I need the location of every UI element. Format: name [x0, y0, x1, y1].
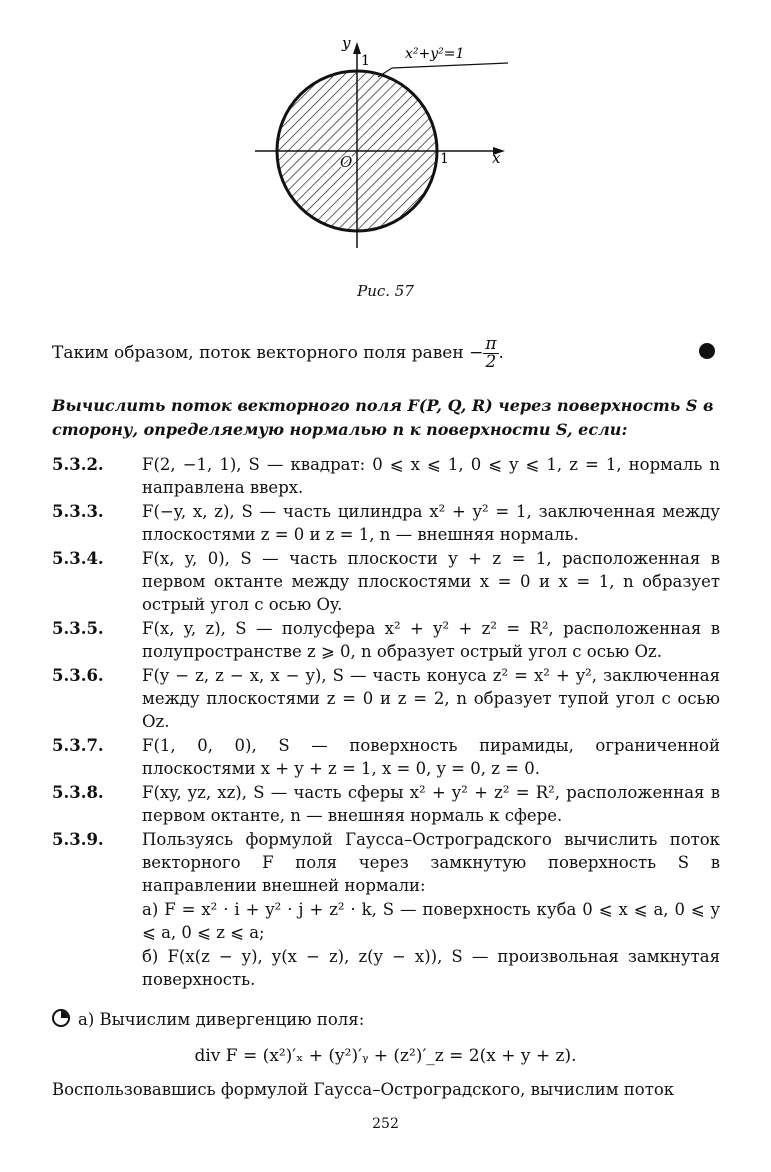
- problem-item: 5.3.5. F(x, y, z), S — полусфера x² + y² + z² = R², расположенная в полупространстве z ⩾ 0, n образует острый угол с осью Oz.: [52, 618, 720, 662]
- circle-equation: x²+y²=1: [405, 46, 465, 62]
- y-axis-arrow: [353, 42, 361, 54]
- circle-diagram: [250, 30, 520, 258]
- closing-line: Воспользовавшись формулой Гаусса–Остроградского, вычислим поток: [52, 1080, 675, 1099]
- divergence-formula: div F = (x²)′ₓ + (y²)′ᵧ + (z²)′_z = 2(x + y + z).: [194, 1046, 577, 1066]
- solution-intro: а) Вычислим дивергенцию поля:: [52, 1008, 720, 1032]
- page-number: 252: [372, 1116, 399, 1132]
- problem-item: 5.3.3. F(−y, x, z), S — часть цилиндра x² + y² = 1, заключенная между плоскостями z = 0 и z = 1, n — внешняя нормаль.: [52, 501, 720, 545]
- pi-over-two: $\frac{\pi}{2}$: [485, 334, 497, 372]
- solution-start-icon: [52, 1009, 70, 1027]
- problem-9-part-b: б) F(x(z − y), y(x − z), z(y − x)), S — произвольная замкнутая поверхность.: [142, 946, 720, 989]
- problem-item: 5.3.4. F(x, y, 0), S — часть плоскости y + z = 1, расположенная в первом октанте между плоскостями x = 0 и x = 1, n образует острый угол с осью Oy.: [52, 548, 720, 615]
- x-axis-label: x: [492, 149, 501, 167]
- result-text: Таким образом, поток векторного поля равен −: [52, 343, 484, 363]
- figure-caption: Рис. 57: [357, 282, 414, 300]
- problem-item: 5.3.2. F(2, −1, 1), S — квадрат: 0 ⩽ x ⩽ 1, 0 ⩽ y ⩽ 1, z = 1, нормаль n направлена вверх.: [52, 455, 720, 498]
- problem-9-text: Пользуясь формулой Гаусса–Остроградского вычислить поток векторного F поля через замкнутую поверхность S в направлении внешней нормали:: [142, 829, 720, 896]
- y-axis-label: y: [342, 34, 351, 52]
- problem-item: 5.3.6. F(y − z, z − x, x − y), S — часть конуса z² = x² + y², заключенная между плоскостями z = 0 и z = 2, n образует тупой угол с осью Oz.: [52, 665, 720, 732]
- problem-list: [52, 453, 720, 991]
- task-statement: Вычислить поток векторного поля F(P, Q, R) через поверхность S в сторону, определяемую нормалью n к поверхности S, если:: [52, 396, 714, 439]
- result-paragraph: Таким образом, поток векторного поля равен − $\frac{\pi}{2}$ .: [52, 334, 504, 372]
- problem-item: 5.3.7. F(1, 0, 0), S — поверхность пирамиды, ограниченной плоскостями x + y + z = 1, x = 0, y = 0, z = 0.: [52, 735, 720, 779]
- y-tick-label: 1: [361, 53, 370, 69]
- problem-9-part-a: а) F = x² · i + y² · j + z² · k, S — поверхность куба 0 ⩽ x ⩽ a, 0 ⩽ y ⩽ a, 0 ⩽ z ⩽ a;: [142, 899, 720, 943]
- x-tick-label: 1: [440, 151, 449, 167]
- problem-item-9: 5.3.9. Пользуясь формулой Гаусса–Остроградского вычислить поток векторного F поля через замкнутую поверхность S в направлении внешней нормали: а) F = x² · i + y² · j + z² · k, S — поверхность куба 0 ⩽ x ⩽ a, 0 ⩽ y ⩽ a, 0 ⩽ z ⩽ a; б) F(x(z − y), y(x − z), z(y − x)), S — произвольная замкнутая поверхность.: [52, 828, 720, 992]
- origin-label: O: [340, 153, 353, 171]
- figure-57: [250, 30, 520, 258]
- end-of-solution-icon: [699, 343, 715, 359]
- leader-line: [392, 63, 508, 68]
- problem-item: 5.3.8. F(xy, yz, xz), S — часть сферы x² + y² + z² = R², расположенная в первом октанте, n — внешняя нормаль к сфере.: [52, 782, 720, 826]
